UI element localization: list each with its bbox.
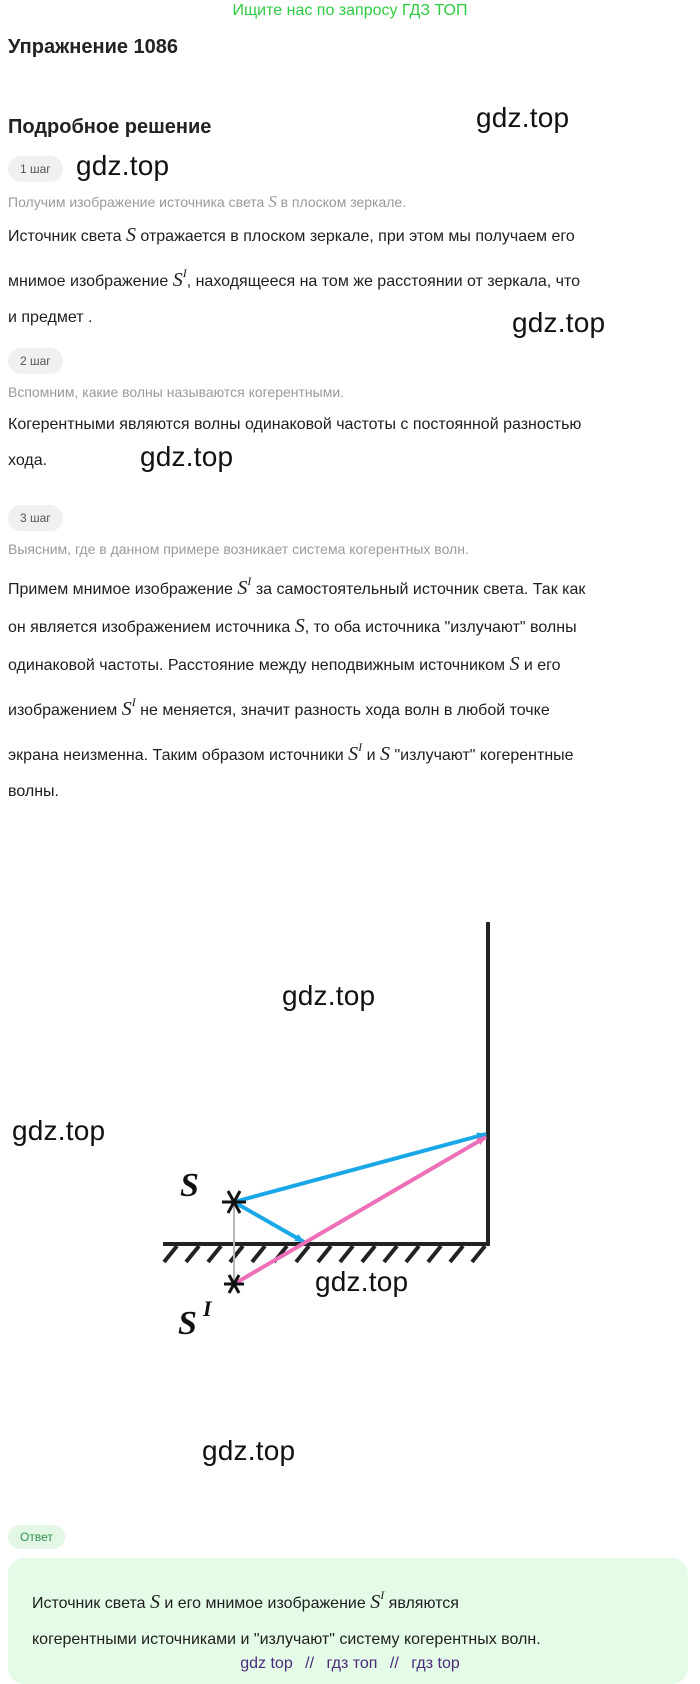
watermark: gdz.top	[12, 1115, 106, 1146]
watermark: gdz.top	[140, 441, 234, 472]
step-badge: 3 шаг	[8, 505, 63, 531]
step-hint: Выясним, где в данном примере возникает система когерентных волн.	[8, 541, 469, 557]
solution-heading: Подробное решение	[8, 116, 212, 138]
step-badge: 2 шаг	[8, 348, 63, 374]
footer-separator: //	[389, 1655, 399, 1672]
step-text: Примем мнимое изображение $S^I$ за самостоятельный источник света. Так как он является изображением источника S, то оба источника "излучают" волны одинаковой частоты. Расстояние между неподвижным источником S и его изображением $S^I$ не меняется, значит разность хода волн в любой точке экрана неизменна. Таким образом источники $S^I$ и S "излучают" когерентные волны.	[8, 574, 586, 800]
watermark: gdz.top	[76, 150, 170, 181]
step-text: Когерентными являются волны одинаковой частоты с постоянной разностью хода.	[8, 416, 582, 469]
footer-separator: //	[305, 1655, 315, 1672]
footer-link[interactable]: гдз top	[411, 1655, 460, 1672]
watermark: gdz.top	[202, 1435, 296, 1466]
watermark: gdz.top	[476, 102, 570, 133]
step-hint: Получим изображение источника света S в плоском зеркале.	[8, 192, 407, 211]
mirror-hatching	[164, 1246, 485, 1262]
incident-ray-arrow	[234, 1202, 304, 1242]
footer-link[interactable]: gdz top	[240, 1655, 293, 1672]
label-s-image-sup: I	[203, 1296, 212, 1321]
reflected-ray-arrow	[234, 1137, 486, 1284]
step-badge: 1 шаг	[8, 156, 63, 182]
label-s-image: S	[178, 1305, 197, 1342]
watermark: gdz.top	[512, 307, 606, 338]
top-banner: Ищите нас по запросу ГДЗ ТОП	[232, 2, 468, 19]
label-s: S	[180, 1167, 199, 1204]
answer-text: Источник света S и его мнимое изображение $S^I$ являются когерентными источниками и "излучают" систему когерентных волн.	[32, 1588, 541, 1648]
step-hint: Вспомним, какие волны называются когерентными.	[8, 384, 345, 400]
watermark: gdz.top	[315, 1266, 409, 1297]
footer-link[interactable]: гдз топ	[326, 1655, 378, 1672]
exercise-title: Упражнение 1086	[8, 36, 179, 58]
footer-links	[0, 1655, 700, 1673]
watermark: gdz.top	[282, 980, 376, 1011]
step-text: Источник света S отражается в плоском зеркале, при этом мы получаем его мнимое изображение $S^I$, находящееся на том же расстоянии от зеркала, что и предмет .	[8, 224, 580, 326]
answer-badge: Ответ	[8, 1525, 65, 1549]
direct-ray-arrow	[234, 1134, 486, 1202]
